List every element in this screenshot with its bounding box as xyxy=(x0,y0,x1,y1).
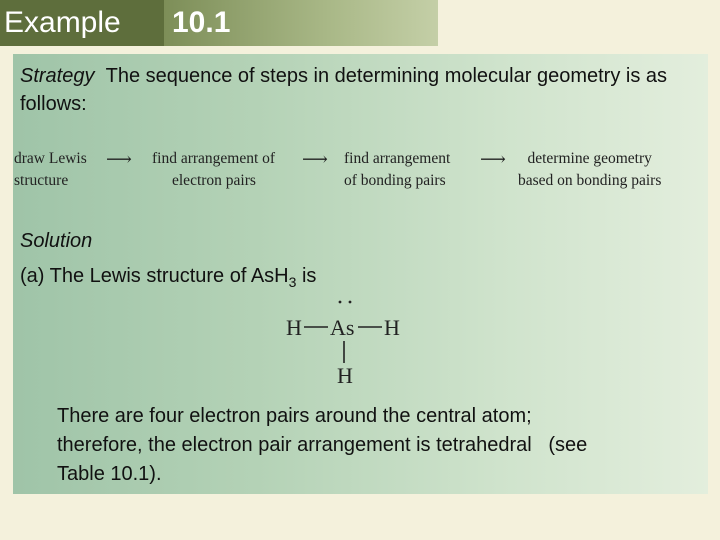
process-flow xyxy=(14,146,704,196)
arrow-icon: ⟶ xyxy=(106,149,132,169)
strategy-label: Strategy xyxy=(20,65,95,87)
flow-step-3: find arrangement of bonding pairs xyxy=(344,150,451,189)
strategy-text: The sequence of steps in determining molecular geometry is as follows: xyxy=(20,65,668,115)
atom-h-bottom: H xyxy=(337,363,353,388)
flow-step-1: draw Lewis structure xyxy=(14,150,87,189)
title-number: 10.1 xyxy=(164,0,438,46)
arrow-icon: ⟶ xyxy=(302,149,328,169)
lone-pair-dot xyxy=(339,301,342,304)
title-bar xyxy=(0,0,438,46)
strategy-paragraph xyxy=(20,62,680,118)
solution-heading: Solution xyxy=(20,230,93,252)
solution-line: (a) The Lewis structure of AsH$_3$ is xyxy=(20,265,317,290)
arrow-icon: ⟶ xyxy=(480,149,506,169)
flow-step-2: find arrangement of electron pairs xyxy=(152,150,276,189)
lone-pair-dot xyxy=(349,301,352,304)
title-example: Example xyxy=(0,0,164,46)
atom-h-left: H xyxy=(286,315,302,340)
lewis-structure xyxy=(282,288,422,388)
explanation-paragraph: There are four electron pairs around the central atom; therefore, the electron pair arrangement is tetrahedral (see Table 10.1). xyxy=(57,405,588,485)
flow-step-4: determine geometry based on bonding pairs xyxy=(518,150,662,189)
atom-as-center: As xyxy=(330,315,355,340)
atom-h-right: H xyxy=(384,315,400,340)
